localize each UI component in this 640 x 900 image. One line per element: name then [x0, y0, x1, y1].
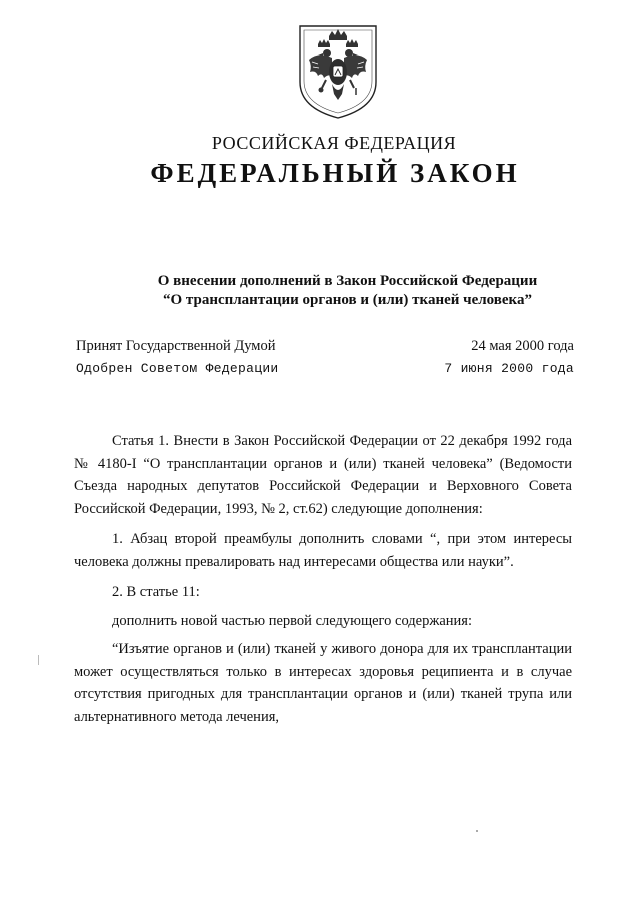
adoption-date: 24 мая 2000 года — [471, 338, 574, 354]
law-title — [0, 272, 640, 310]
article-1-paragraph: Статья 1. Внести в Закон Российской Федерации от 22 декабря 1992 года № 4180-I “О трансплантации органов и (или) тканей человека” (Ведомости Съезда народных депутатов Российской Федерации и Верховного Совета Российской Федерации, 1993, № 2, ст.62) следующие дополнения: — [74, 433, 572, 517]
adoption-row-federation-council — [76, 361, 574, 376]
russian-coat-of-arms-icon — [296, 22, 380, 120]
document-type-heading: ФЕДЕРАЛЬНЫЙ ЗАКОН — [150, 158, 520, 188]
adoption-label: Одобрен Советом Федерации — [76, 361, 279, 376]
law-title-line-2: “О трансплантации органов и (или) тканей человека” — [163, 292, 532, 308]
quoted-amendment-paragraph: “Изъятие органов и (или) тканей у живого донора для их трансплантации может осуществляться только в интересах здоровья реципиента и в случае отсутствия пригодных для трансплантации органов и (или) тканей трупа или альтернативного метода лечения, — [74, 641, 572, 725]
scan-artifact — [38, 655, 39, 665]
country-heading: РОССИЙСКАЯ ФЕДЕРАЦИЯ — [211, 133, 457, 153]
law-title-line-1: О внесении дополнений в Закон Российской Федерации — [157, 273, 538, 289]
adoption-row-duma — [76, 338, 574, 355]
adoption-date: 7 июня 2000 года — [444, 361, 574, 376]
scan-artifact — [476, 830, 478, 832]
item-2-paragraph: 2. В статье 11: — [112, 584, 200, 600]
item-2-intro-paragraph: дополнить новой частью первой следующего содержания: — [112, 612, 473, 629]
adoption-label: Принят Государственной Думой — [76, 338, 276, 354]
law-body — [74, 430, 572, 736]
item-1-paragraph: 1. Абзац второй преамбулы дополнить словами “, при этом интересы человека должны превалировать над интересами общества или науки”. — [74, 531, 572, 570]
